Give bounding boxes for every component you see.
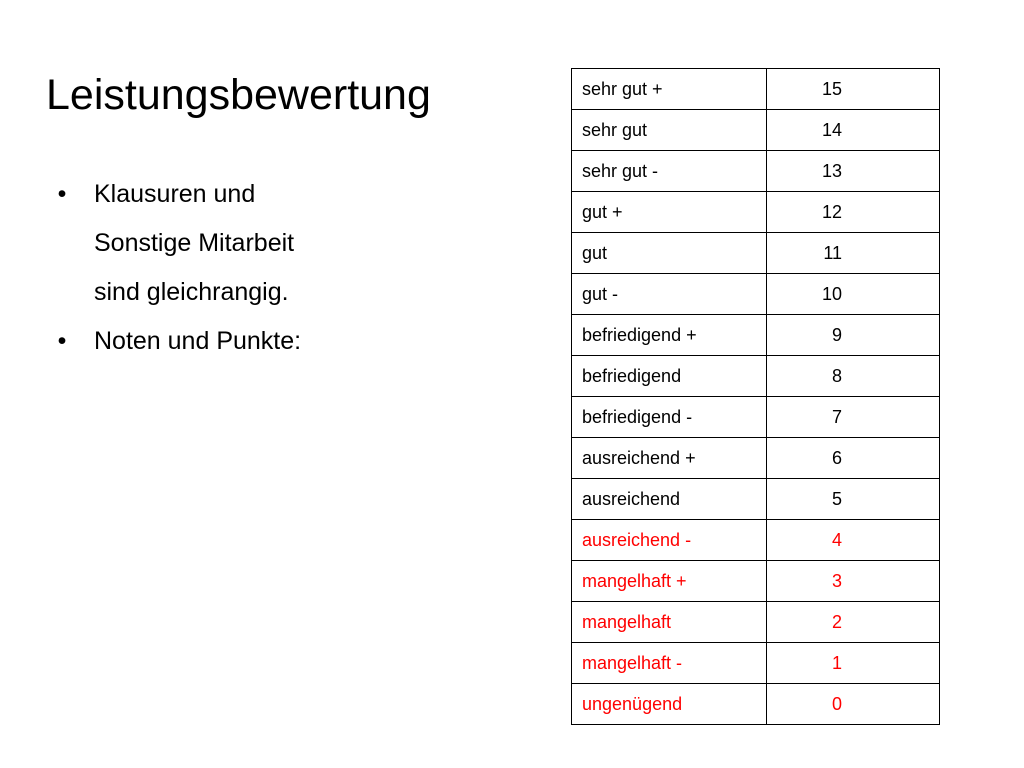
points-cell: 0 bbox=[767, 684, 940, 725]
bullet-text: Klausuren und Sonstige Mitarbeit sind gleichrangig. bbox=[94, 180, 295, 306]
table-row bbox=[572, 602, 940, 643]
table-row bbox=[572, 479, 940, 520]
grade-cell: ausreichend + bbox=[572, 438, 767, 479]
table-row bbox=[572, 192, 940, 233]
table-row bbox=[572, 643, 940, 684]
points-cell: 3 bbox=[767, 561, 940, 602]
grade-points-table bbox=[571, 68, 940, 725]
points-cell: 10 bbox=[767, 274, 940, 315]
table-row bbox=[572, 684, 940, 725]
grade-cell: mangelhaft - bbox=[572, 643, 767, 684]
points-cell: 15 bbox=[767, 69, 940, 110]
bullet-marker: • bbox=[57, 327, 67, 355]
points-cell: 6 bbox=[767, 438, 940, 479]
table-row bbox=[572, 274, 940, 315]
grade-cell: sehr gut + bbox=[572, 69, 767, 110]
table-row bbox=[572, 520, 940, 561]
grade-cell: ungenügend bbox=[572, 684, 767, 725]
points-cell: 2 bbox=[767, 602, 940, 643]
bullet-marker: • bbox=[57, 180, 67, 208]
grade-cell: sehr gut bbox=[572, 110, 767, 151]
points-cell: 12 bbox=[767, 192, 940, 233]
grade-table-body bbox=[572, 69, 940, 725]
grade-cell: befriedigend - bbox=[572, 397, 767, 438]
points-cell: 11 bbox=[767, 233, 940, 274]
points-cell: 13 bbox=[767, 151, 940, 192]
table-row bbox=[572, 110, 940, 151]
points-cell: 8 bbox=[767, 356, 940, 397]
grade-cell: ausreichend - bbox=[572, 520, 767, 561]
grade-cell: ausreichend bbox=[572, 479, 767, 520]
grade-cell: gut + bbox=[572, 192, 767, 233]
table-row bbox=[572, 561, 940, 602]
slide-title: Leistungsbewertung bbox=[46, 71, 431, 119]
grade-cell: sehr gut - bbox=[572, 151, 767, 192]
points-cell: 14 bbox=[767, 110, 940, 151]
grade-cell: befriedigend bbox=[572, 356, 767, 397]
grade-cell: mangelhaft + bbox=[572, 561, 767, 602]
table-row bbox=[572, 69, 940, 110]
grade-cell: gut bbox=[572, 233, 767, 274]
bullet-text: Noten und Punkte: bbox=[94, 327, 302, 355]
table-row bbox=[572, 315, 940, 356]
grade-cell: mangelhaft bbox=[572, 602, 767, 643]
grade-cell: befriedigend + bbox=[572, 315, 767, 356]
bullet-item-grades-points bbox=[52, 317, 492, 366]
points-cell: 4 bbox=[767, 520, 940, 561]
table-row bbox=[572, 151, 940, 192]
table-row bbox=[572, 397, 940, 438]
points-cell: 7 bbox=[767, 397, 940, 438]
table-row bbox=[572, 356, 940, 397]
bullet-item-equal-weighting bbox=[52, 170, 492, 317]
table-row bbox=[572, 438, 940, 479]
table-row bbox=[572, 233, 940, 274]
grade-cell: gut - bbox=[572, 274, 767, 315]
points-cell: 5 bbox=[767, 479, 940, 520]
bullet-list bbox=[52, 170, 492, 366]
points-cell: 1 bbox=[767, 643, 940, 684]
points-cell: 9 bbox=[767, 315, 940, 356]
